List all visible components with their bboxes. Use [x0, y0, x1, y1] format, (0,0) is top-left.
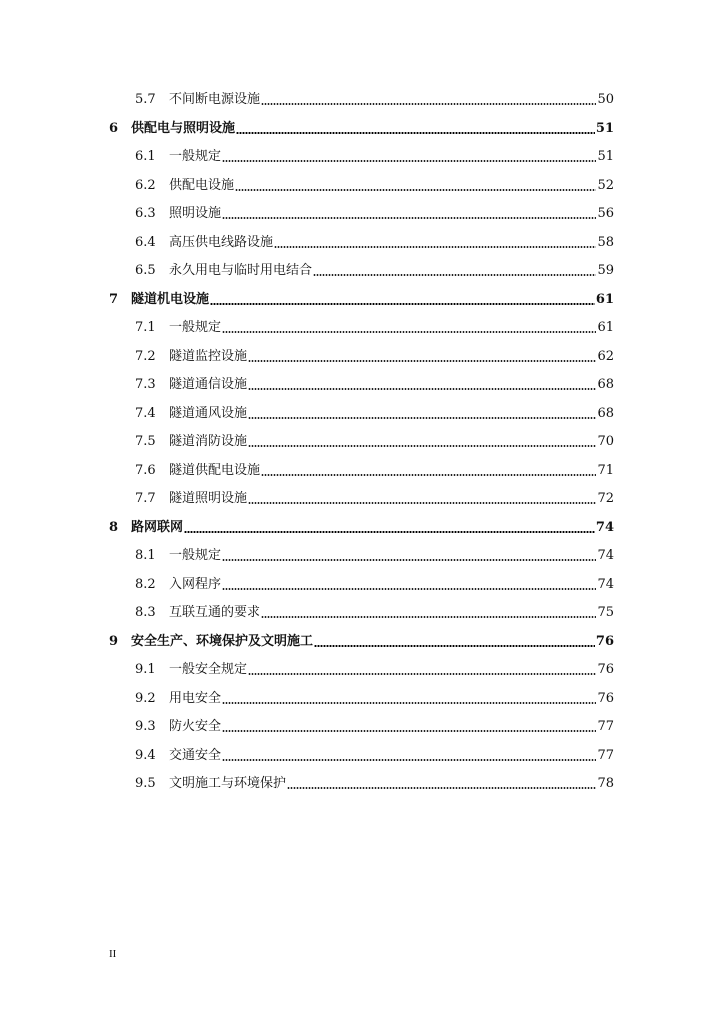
toc-section-entry[interactable]	[135, 542, 614, 564]
toc-entry-page: 59	[597, 263, 614, 278]
toc-entry-title: 照明设施	[169, 206, 222, 221]
toc-section-entry[interactable]	[135, 713, 614, 735]
toc-dot-leader	[222, 559, 596, 561]
toc-entry-number: 9.3	[135, 719, 156, 734]
toc-entry-title: 用电安全	[169, 690, 222, 706]
toc-dot-leader	[210, 303, 595, 305]
toc-dot-leader	[222, 702, 596, 704]
toc-entry-title: 隧道消防设施	[169, 434, 248, 449]
toc-entry-title: 隧道通风设施	[169, 405, 248, 421]
toc-entry-number: 9.2	[135, 690, 156, 706]
toc-entry-title: 路网联网	[131, 519, 184, 535]
toc-entry-title: 隧道供配电设施	[169, 462, 261, 478]
toc-entry-page: 68	[597, 377, 614, 392]
toc-entry-page: 75	[597, 605, 614, 620]
toc-entry-title: 高压供电线路设施	[169, 234, 274, 250]
toc-entry-page: 77	[597, 719, 614, 734]
toc-dot-leader	[287, 787, 596, 789]
toc-entry-page: 61	[597, 320, 614, 335]
toc-entry-page: 71	[597, 462, 614, 478]
toc-dot-leader	[222, 217, 596, 219]
toc-entry-title: 一般规定	[169, 320, 222, 335]
toc-chapter-entry[interactable]	[109, 286, 614, 308]
page-number-footer: II	[109, 948, 117, 960]
toc-entry-title: 安全生产、环境保护及文明施工	[131, 633, 314, 649]
toc-entry-title: 一般安全规定	[169, 662, 248, 677]
toc-entry-title: 一般规定	[169, 149, 222, 164]
toc-entry-title: 供配电设施	[169, 177, 235, 193]
toc-section-entry[interactable]	[135, 685, 614, 707]
toc-dot-leader	[261, 616, 596, 618]
toc-entry-number: 6.4	[135, 234, 156, 250]
toc-section-entry[interactable]	[135, 200, 614, 222]
toc-section-entry[interactable]	[135, 343, 614, 365]
toc-entry-number: 7.2	[135, 348, 156, 364]
toc-entry-number: 6.1	[135, 149, 156, 164]
toc-entry-number: 8.3	[135, 605, 156, 620]
toc-entry-title: 互联互通的要求	[169, 605, 261, 620]
toc-dot-leader	[236, 132, 595, 134]
toc-entry-title: 文明施工与环境保护	[169, 776, 287, 791]
toc-entry-number: 8	[109, 519, 119, 535]
toc-dot-leader	[222, 331, 596, 333]
toc-entry-page: 77	[597, 747, 614, 763]
toc-entry-page: 74	[597, 576, 614, 592]
toc-section-entry[interactable]	[135, 485, 614, 507]
toc-dot-leader	[314, 645, 595, 647]
toc-entry-page: 74	[597, 548, 614, 563]
toc-entry-page: 76	[597, 662, 614, 677]
toc-entry-title: 隧道照明设施	[169, 491, 248, 506]
toc-dot-leader	[184, 531, 595, 533]
toc-entry-page: 61	[595, 291, 614, 307]
toc-entry-number: 7.6	[135, 462, 156, 478]
toc-entry-title: 隧道通信设施	[169, 377, 248, 392]
toc-section-entry[interactable]	[135, 143, 614, 165]
toc-entry-number: 9.4	[135, 747, 156, 763]
toc-entry-title: 不间断电源设施	[169, 92, 261, 107]
toc-entry-page: 52	[597, 177, 614, 193]
toc-entry-page: 78	[597, 776, 614, 791]
toc-dot-leader	[222, 588, 596, 590]
toc-section-entry[interactable]	[135, 428, 614, 450]
toc-entry-title: 永久用电与临时用电结合	[169, 263, 313, 278]
toc-section-entry[interactable]	[135, 229, 614, 251]
toc-section-entry[interactable]	[135, 400, 614, 422]
toc-section-entry[interactable]	[135, 314, 614, 336]
toc-dot-leader	[248, 502, 596, 504]
toc-entry-number: 7.4	[135, 405, 156, 421]
toc-dot-leader	[222, 759, 596, 761]
toc-entry-number: 7.1	[135, 320, 156, 335]
toc-dot-leader	[222, 730, 596, 732]
toc-dot-leader	[274, 246, 596, 248]
toc-chapter-entry[interactable]	[109, 514, 614, 536]
toc-section-entry[interactable]	[135, 770, 614, 792]
toc-chapter-entry[interactable]	[109, 115, 614, 137]
toc-entry-page: 58	[597, 234, 614, 250]
toc-entry-number: 8.2	[135, 576, 156, 592]
toc-entry-page: 51	[597, 149, 614, 164]
toc-entry-page: 62	[597, 348, 614, 364]
toc-dot-leader	[248, 673, 596, 675]
toc-dot-leader	[222, 160, 596, 162]
toc-entry-number: 6	[109, 120, 119, 136]
toc-section-entry[interactable]	[135, 571, 614, 593]
toc-dot-leader	[235, 189, 596, 191]
toc-entry-page: 50	[597, 92, 614, 107]
toc-entry-number: 9.1	[135, 662, 156, 677]
toc-dot-leader	[248, 417, 596, 419]
toc-section-entry[interactable]	[135, 599, 614, 621]
toc-section-entry[interactable]	[135, 86, 614, 108]
toc-entry-number: 6.5	[135, 263, 156, 278]
toc-entry-number: 8.1	[135, 548, 156, 563]
toc-entry-number: 6.3	[135, 206, 156, 221]
toc-entry-title: 隧道监控设施	[169, 348, 248, 364]
toc-entry-number: 6.2	[135, 177, 156, 193]
toc-section-entry[interactable]	[135, 371, 614, 393]
toc-entry-page: 74	[595, 519, 614, 535]
toc-section-entry[interactable]	[135, 656, 614, 678]
toc-entry-title: 隧道机电设施	[131, 291, 210, 307]
toc-entry-title: 防火安全	[169, 719, 222, 734]
toc-dot-leader	[248, 445, 596, 447]
toc-dot-leader	[248, 360, 596, 362]
toc-section-entry[interactable]	[135, 257, 614, 279]
toc-entry-page: 76	[595, 633, 614, 649]
toc-entry-number: 7.5	[135, 434, 156, 449]
toc-entry-page: 76	[597, 690, 614, 706]
toc-entry-number: 9.5	[135, 776, 156, 791]
toc-entry-title: 交通安全	[169, 747, 222, 763]
toc-entry-number: 7.3	[135, 377, 156, 392]
toc-dot-leader	[261, 474, 596, 476]
toc-dot-leader	[313, 274, 596, 276]
toc-entry-number: 7	[109, 291, 119, 307]
toc-entry-page: 70	[597, 434, 614, 449]
toc-dot-leader	[248, 388, 596, 390]
toc-entry-page: 51	[595, 120, 614, 136]
toc-section-entry[interactable]	[135, 742, 614, 764]
toc-entry-page: 68	[597, 405, 614, 421]
toc-dot-leader	[261, 103, 596, 105]
toc-entry-number: 9	[109, 633, 119, 649]
toc-entry-page: 72	[597, 491, 614, 506]
toc-entry-title: 一般规定	[169, 548, 222, 563]
toc-section-entry[interactable]	[135, 457, 614, 479]
toc-chapter-entry[interactable]	[109, 628, 614, 650]
toc-entry-number: 5.7	[135, 92, 156, 107]
toc-entry-title: 入网程序	[169, 576, 222, 592]
toc-entry-title: 供配电与照明设施	[131, 120, 236, 136]
toc-section-entry[interactable]	[135, 172, 614, 194]
toc-entry-number: 7.7	[135, 491, 156, 506]
toc-entry-page: 56	[597, 206, 614, 221]
